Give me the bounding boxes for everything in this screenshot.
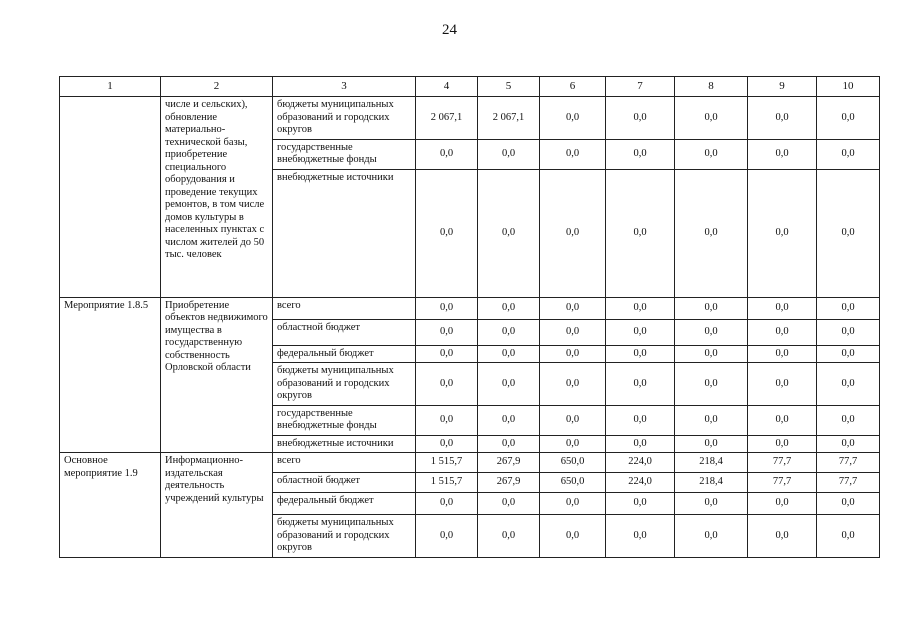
amount-cell: 1 515,7: [416, 473, 478, 493]
amount-cell: 267,9: [478, 453, 540, 473]
amount-cell: 0,0: [416, 493, 478, 515]
amount-cell: 77,7: [817, 473, 880, 493]
amount-cell: 0,0: [748, 97, 817, 140]
amount-cell: 0,0: [416, 405, 478, 435]
amount-cell: 0,0: [478, 139, 540, 169]
amount-cell: 0,0: [748, 297, 817, 319]
funding-source: федеральный бюджет: [273, 345, 416, 363]
amount-cell: 0,0: [817, 493, 880, 515]
funding-source: бюджеты муниципальных образований и городских округов: [273, 363, 416, 406]
amount-cell: 0,0: [748, 435, 817, 453]
amount-cell: 0,0: [606, 515, 675, 558]
amount-cell: 0,0: [675, 297, 748, 319]
column-header: 1: [60, 77, 161, 97]
amount-cell: 0,0: [675, 405, 748, 435]
amount-cell: 0,0: [817, 515, 880, 558]
amount-cell: 0,0: [478, 405, 540, 435]
amount-cell: 0,0: [748, 363, 817, 406]
activity-code: Мероприятие 1.8.5: [60, 297, 161, 453]
amount-cell: 0,0: [606, 435, 675, 453]
amount-cell: 224,0: [606, 473, 675, 493]
amount-cell: 0,0: [675, 169, 748, 297]
amount-cell: 0,0: [606, 169, 675, 297]
amount-cell: 77,7: [748, 453, 817, 473]
amount-cell: 0,0: [416, 345, 478, 363]
amount-cell: 0,0: [748, 405, 817, 435]
amount-cell: 0,0: [748, 345, 817, 363]
amount-cell: 0,0: [675, 139, 748, 169]
amount-cell: 77,7: [817, 453, 880, 473]
funding-source: государственные внебюджетные фонды: [273, 139, 416, 169]
amount-cell: 0,0: [817, 139, 880, 169]
column-header: 6: [540, 77, 606, 97]
amount-cell: 1 515,7: [416, 453, 478, 473]
amount-cell: 0,0: [416, 435, 478, 453]
amount-cell: 0,0: [817, 319, 880, 345]
funding-source: областной бюджет: [273, 473, 416, 493]
amount-cell: 0,0: [606, 139, 675, 169]
amount-cell: 0,0: [606, 363, 675, 406]
amount-cell: 0,0: [416, 515, 478, 558]
amount-cell: 224,0: [606, 453, 675, 473]
table-row: [60, 297, 880, 319]
amount-cell: 0,0: [540, 169, 606, 297]
amount-cell: 0,0: [416, 297, 478, 319]
amount-cell: 218,4: [675, 473, 748, 493]
funding-source: бюджеты муниципальных образований и городских округов: [273, 515, 416, 558]
activity-name: Информационно-издательская деятельность учреждений культуры: [161, 453, 273, 558]
funding-source: всего: [273, 297, 416, 319]
header-row: [60, 77, 880, 97]
amount-cell: 0,0: [478, 493, 540, 515]
amount-cell: 0,0: [817, 363, 880, 406]
amount-cell: 0,0: [606, 97, 675, 140]
amount-cell: 0,0: [675, 493, 748, 515]
amount-cell: 0,0: [478, 319, 540, 345]
amount-cell: 0,0: [606, 345, 675, 363]
amount-cell: 267,9: [478, 473, 540, 493]
table-header: [60, 77, 880, 97]
amount-cell: 0,0: [675, 345, 748, 363]
amount-cell: 0,0: [817, 97, 880, 140]
funding-source: внебюджетные источники: [273, 435, 416, 453]
amount-cell: 0,0: [675, 97, 748, 140]
amount-cell: 0,0: [416, 319, 478, 345]
amount-cell: 0,0: [416, 169, 478, 297]
page-number: 24: [442, 22, 457, 38]
column-header: 10: [817, 77, 880, 97]
amount-cell: 0,0: [416, 139, 478, 169]
amount-cell: 77,7: [748, 473, 817, 493]
amount-cell: 218,4: [675, 453, 748, 473]
activity-code: [60, 97, 161, 298]
amount-cell: 0,0: [606, 493, 675, 515]
amount-cell: 0,0: [817, 435, 880, 453]
amount-cell: 2 067,1: [416, 97, 478, 140]
amount-cell: 0,0: [675, 319, 748, 345]
amount-cell: 0,0: [748, 139, 817, 169]
amount-cell: 0,0: [606, 405, 675, 435]
table-body: [60, 97, 880, 558]
amount-cell: 0,0: [478, 169, 540, 297]
amount-cell: 0,0: [540, 493, 606, 515]
activity-name: Приобретение объектов недвижимого имущества в государственную собственность Орловской области: [161, 297, 273, 453]
amount-cell: 0,0: [817, 169, 880, 297]
amount-cell: 0,0: [675, 363, 748, 406]
amount-cell: 0,0: [540, 405, 606, 435]
amount-cell: 0,0: [478, 435, 540, 453]
amount-cell: 0,0: [540, 297, 606, 319]
column-header: 3: [273, 77, 416, 97]
funding-source: федеральный бюджет: [273, 493, 416, 515]
amount-cell: 0,0: [540, 97, 606, 140]
column-header: 4: [416, 77, 478, 97]
amount-cell: 0,0: [817, 405, 880, 435]
amount-cell: 0,0: [540, 515, 606, 558]
column-header: 9: [748, 77, 817, 97]
amount-cell: 2 067,1: [478, 97, 540, 140]
amount-cell: 0,0: [540, 319, 606, 345]
amount-cell: 0,0: [748, 493, 817, 515]
amount-cell: 0,0: [817, 297, 880, 319]
funding-source: внебюджетные источники: [273, 169, 416, 297]
amount-cell: 0,0: [478, 515, 540, 558]
amount-cell: 650,0: [540, 453, 606, 473]
table-row: [60, 97, 880, 140]
amount-cell: 0,0: [748, 169, 817, 297]
amount-cell: 0,0: [606, 297, 675, 319]
activity-code: Основное мероприятие 1.9: [60, 453, 161, 558]
budget-table: [59, 76, 880, 558]
funding-source: бюджеты муниципальных образований и городских округов: [273, 97, 416, 140]
column-header: 2: [161, 77, 273, 97]
activity-name: числе и сельских), обновление материально-технической базы, приобретение специального оборудования и проведение текущих ремонтов, в том числе домов культуры в населенных пунктах с числом жителей до 50 тыс. человек: [161, 97, 273, 298]
amount-cell: 0,0: [478, 363, 540, 406]
amount-cell: 0,0: [478, 297, 540, 319]
table-row: [60, 453, 880, 473]
amount-cell: 0,0: [540, 363, 606, 406]
amount-cell: 0,0: [675, 515, 748, 558]
amount-cell: 0,0: [748, 319, 817, 345]
amount-cell: 0,0: [606, 319, 675, 345]
column-header: 7: [606, 77, 675, 97]
column-header: 5: [478, 77, 540, 97]
funding-source: всего: [273, 453, 416, 473]
amount-cell: 0,0: [416, 363, 478, 406]
amount-cell: 0,0: [540, 345, 606, 363]
amount-cell: 0,0: [540, 435, 606, 453]
amount-cell: 0,0: [748, 515, 817, 558]
funding-source: областной бюджет: [273, 319, 416, 345]
amount-cell: 650,0: [540, 473, 606, 493]
amount-cell: 0,0: [817, 345, 880, 363]
amount-cell: 0,0: [478, 345, 540, 363]
amount-cell: 0,0: [675, 435, 748, 453]
funding-source: государственные внебюджетные фонды: [273, 405, 416, 435]
column-header: 8: [675, 77, 748, 97]
amount-cell: 0,0: [540, 139, 606, 169]
